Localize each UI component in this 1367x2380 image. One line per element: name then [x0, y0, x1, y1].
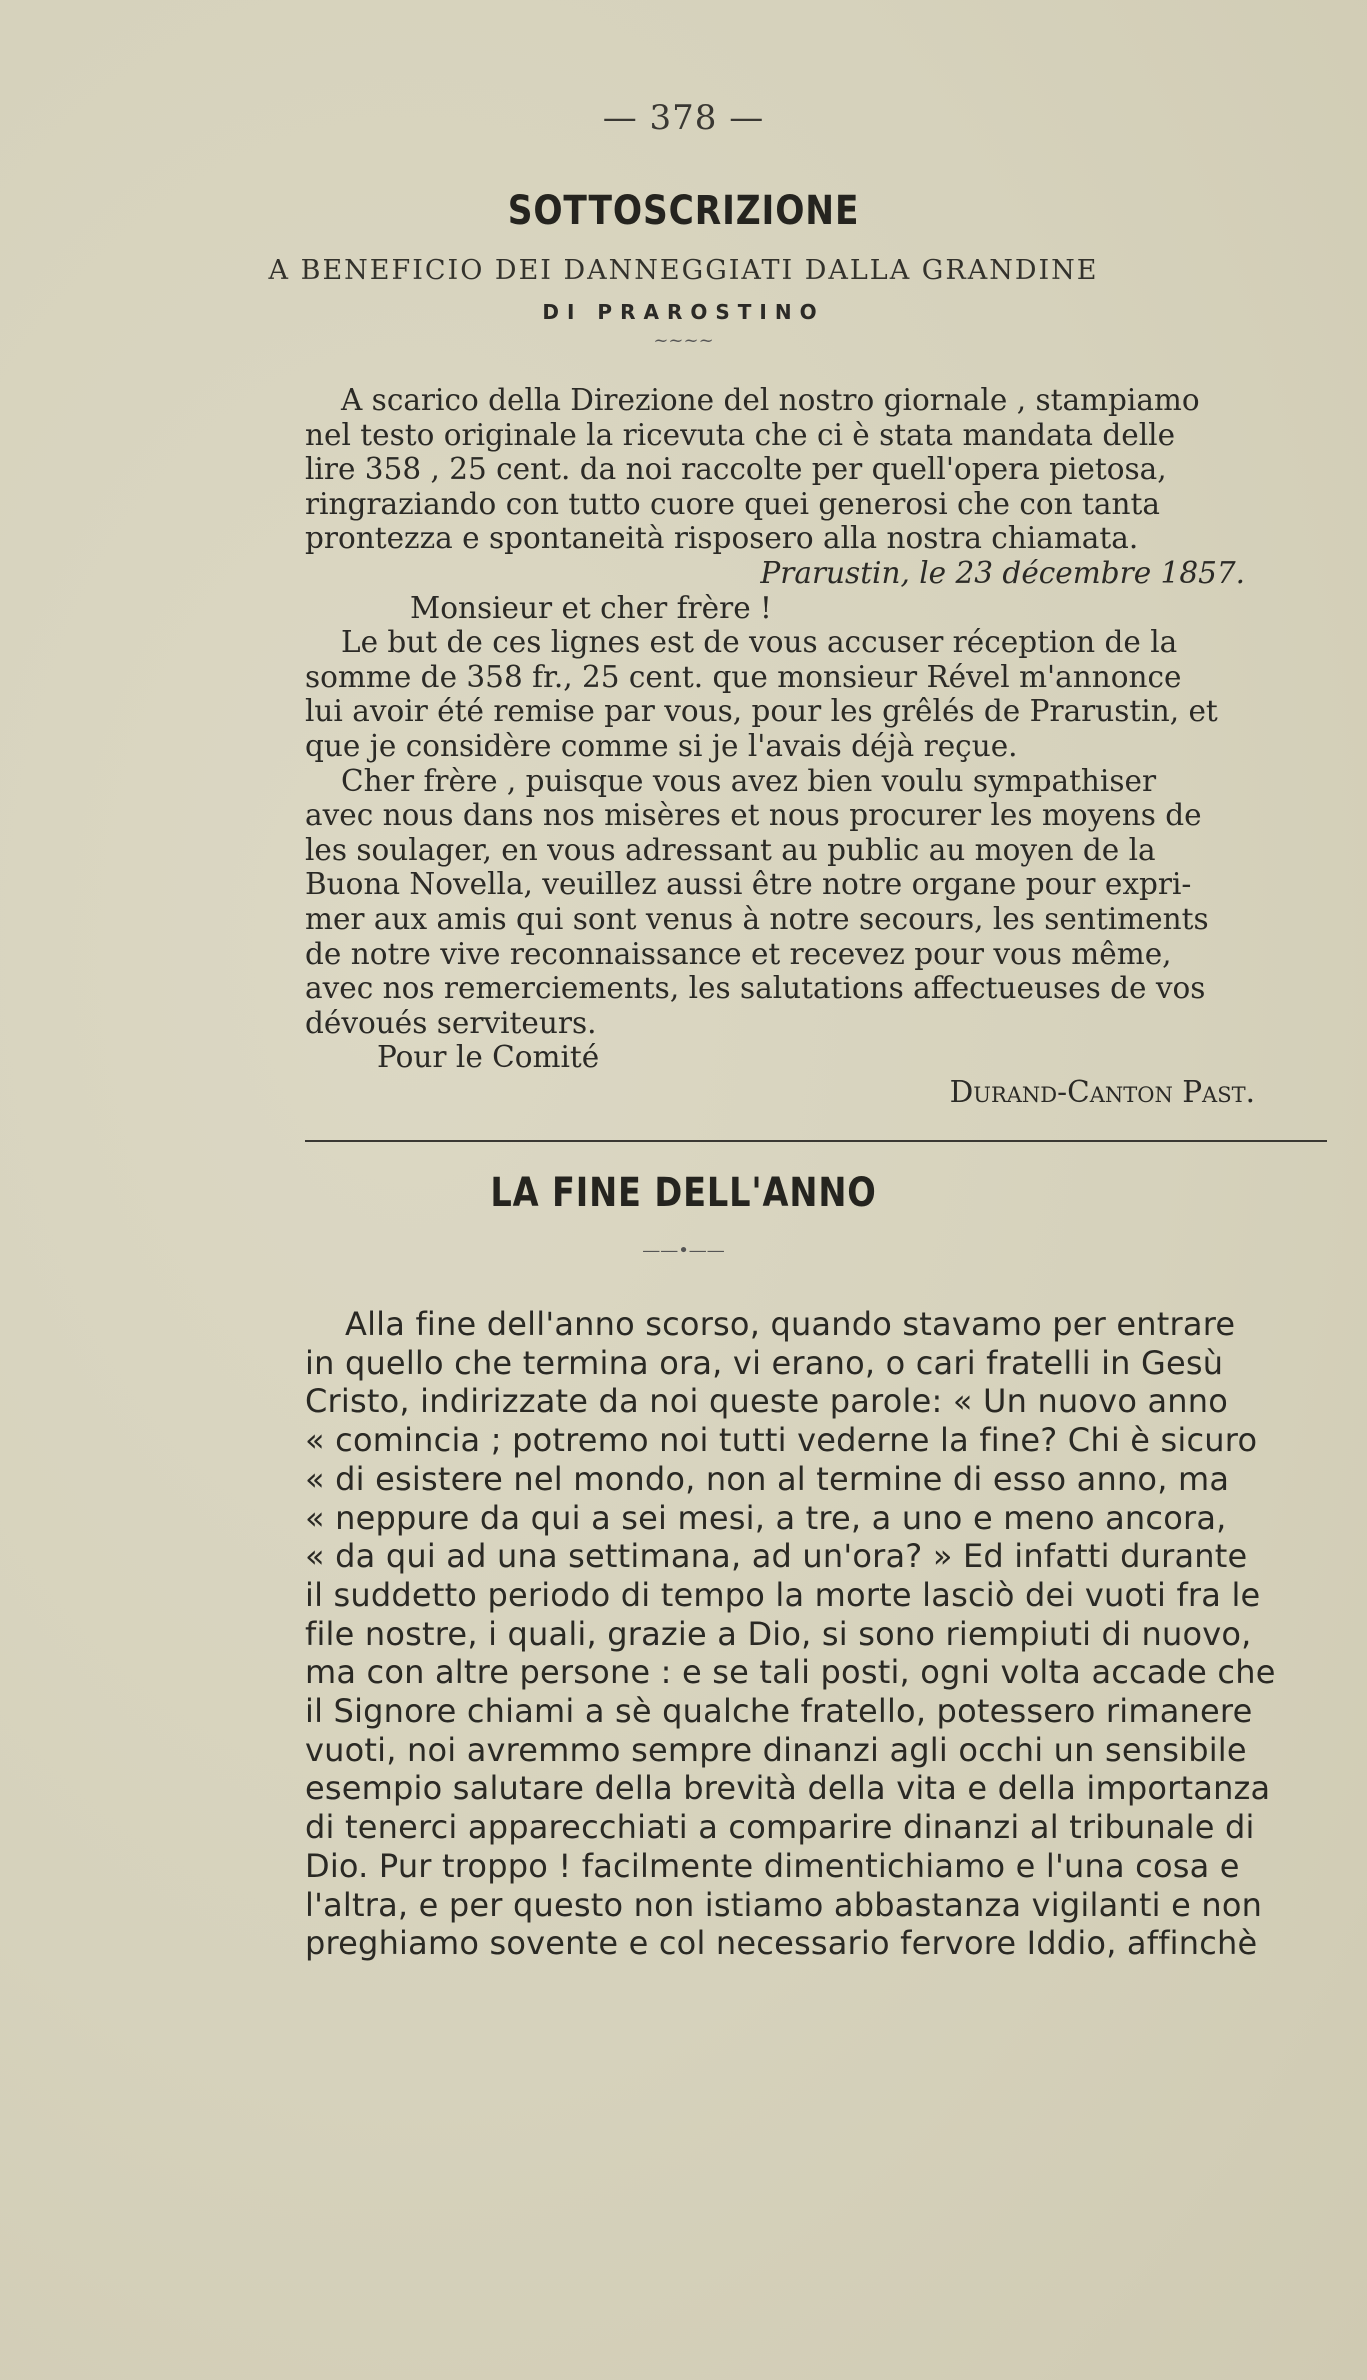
text-line: Le but de ces lignes est de vous accuser réception de la — [341, 625, 1178, 660]
page-number: — 378 — — [602, 98, 765, 138]
text-line: il Signore chiami a sè qualche fratello, potessero rimanere — [305, 1692, 1253, 1731]
text-line: les soulager, en vous adressant au public au moyen de la — [305, 832, 1156, 867]
text-line: in quello che termina ora, vi erano, o cari fratelli in Gesù — [305, 1343, 1224, 1382]
text-line: mer aux amis qui sont venus à notre secours, les sentiments — [305, 901, 1209, 936]
text-line: A scarico della Direzione del nostro giornale , stampiamo — [341, 383, 1200, 417]
text-line: di tenerci apparecchiati a comparire dinanzi al tribunale di — [305, 1808, 1255, 1847]
text-line: ma con altre persone : e se tali posti, ogni volta accade che — [305, 1653, 1276, 1692]
text-line: « neppure da qui a sei mesi, a tre, a uno e meno ancora, — [305, 1498, 1227, 1537]
text-line: lui avoir été remise par vous, pour les grêlés de Prarustin, et — [305, 694, 1218, 729]
text-line: prontezza e spontaneità risposero alla nostra chiamata. — [305, 521, 1139, 556]
text-line: preghiamo sovente e col necessario fervore Iddio, affinchè — [305, 1924, 1258, 1963]
text-line: vuoti, noi avremmo sempre dinanzi agli occhi un sensibile — [305, 1730, 1247, 1769]
article-subtitle: A BENEFICIO DEI DANNEGGIATI DALLA GRANDINE — [268, 255, 1099, 286]
letter-signature: Durand-Canton Past. — [949, 1074, 1255, 1109]
article2-body — [305, 1305, 1327, 1963]
text-line: Dio. Pur troppo ! facilmente dimentichiamo e l'una cosa e — [305, 1846, 1240, 1885]
article1-body — [305, 383, 1325, 1109]
text-line: que je considère comme si je l'avais déjà reçue. — [305, 728, 1018, 763]
text-line: « comincia ; potremo noi tutti vederne la fine? Chi è sicuro — [305, 1421, 1258, 1460]
flourish-ornament: ——•—— — [642, 1240, 725, 1261]
text-line: l'altra, e per questo non istiamo abbastanza vigilanti e non — [305, 1885, 1263, 1924]
text-line: avec nous dans nos misères et nous procurer les moyens de — [305, 798, 1202, 833]
text-line: de notre vive reconnaissance et recevez pour vous même, — [305, 936, 1172, 971]
text-line: Alla fine dell'anno scorso, quando stavamo per entrare — [345, 1305, 1236, 1343]
text-line: dévoués serviteurs. — [305, 1005, 597, 1040]
text-line: avec nos remerciements, les salutations affectueuses de vos — [305, 971, 1206, 1006]
section-divider — [305, 1140, 1327, 1142]
text-line: Buona Novella, veuillez aussi être notre organe pour expri- — [305, 867, 1192, 902]
flourish-ornament: ~~~~ — [653, 330, 714, 351]
text-line: Cher frère , puisque vous avez bien voulu sympathiser — [341, 763, 1157, 798]
text-line: « di esistere nel mondo, non al termine di esso anno, ma — [305, 1459, 1230, 1498]
text-line: file nostre, i quali, grazie a Dio, si sono riempiuti di nuovo, — [305, 1614, 1252, 1653]
letter-dateline: Prarustin, le 23 décembre 1857. — [760, 555, 1245, 590]
text-line: ringraziando con tutto cuore quei generosi che con tanta — [305, 486, 1160, 521]
article-title-sottoscrizione: SOTTOSCRIZIONE — [507, 188, 860, 234]
letter-salutation: Monsieur et cher frère ! — [410, 590, 772, 625]
text-line: lire 358 , 25 cent. da noi raccolte per quell'opera pietosa, — [305, 452, 1167, 487]
text-line: nel testo originale la ricevuta che ci è stata mandata delle — [305, 417, 1176, 452]
letter-closing: Pour le Comité — [377, 1040, 600, 1075]
text-line: esempio salutare della brevità della vita e della importanza — [305, 1769, 1271, 1808]
article-title-fine-anno: LA FINE DELL'ANNO — [490, 1170, 877, 1216]
text-line: « da qui ad una settimana, ad un'ora? » Ed infatti durante — [305, 1537, 1248, 1576]
article-subtitle-location: DI PRAROSTINO — [542, 300, 825, 324]
text-line: il suddetto periodo di tempo la morte lasciò dei vuoti fra le — [305, 1575, 1261, 1614]
text-line: somme de 358 fr., 25 cent. que monsieur Rével m'annonce — [305, 659, 1182, 694]
text-line: Cristo, indirizzate da noi queste parole: « Un nuovo anno — [305, 1382, 1229, 1421]
